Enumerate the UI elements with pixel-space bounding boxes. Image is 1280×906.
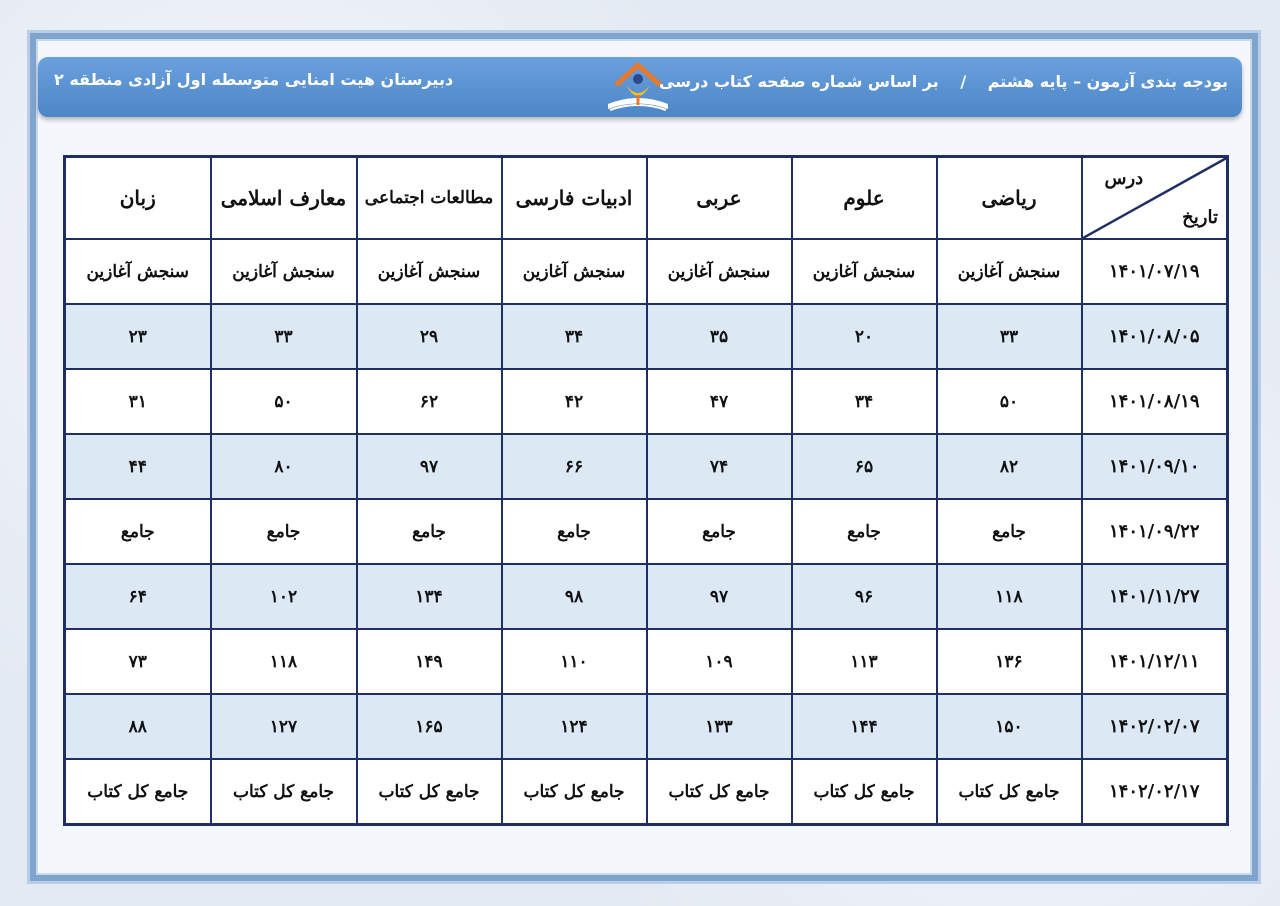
page-cell: جامع کل کتاب: [65, 759, 211, 825]
page-cell: ۱۰۹: [647, 629, 792, 694]
date-cell: ۱۴۰۲/۰۲/۰۷: [1082, 694, 1228, 759]
page-cell: ۳۵: [647, 304, 792, 369]
page-cell: جامع: [647, 499, 792, 564]
page-cell: جامع: [211, 499, 357, 564]
page-cell: ۱۰۲: [211, 564, 357, 629]
header-subtitle: بر اساس شماره صفحه کتاب درسی: [659, 72, 939, 91]
page-cell: ۹۶: [792, 564, 937, 629]
header-title-group: [659, 57, 1228, 117]
page-cell: ۲۰: [792, 304, 937, 369]
page-cell: ۳۱: [65, 369, 211, 434]
page-cell: جامع کل کتاب: [357, 759, 502, 825]
subject-header: معارف اسلامی: [211, 157, 357, 240]
page-cell: سنجش آغازین: [357, 239, 502, 304]
page-cell: ۹۷: [647, 564, 792, 629]
page-cell: ۱۳۶: [937, 629, 1082, 694]
date-cell: ۱۴۰۱/۰۸/۱۹: [1082, 369, 1228, 434]
date-cell: ۱۴۰۱/۰۸/۰۵: [1082, 304, 1228, 369]
table-row: [65, 369, 1228, 434]
page-cell: ۲۳: [65, 304, 211, 369]
date-cell: ۱۴۰۲/۰۲/۱۷: [1082, 759, 1228, 825]
table-header-row: [65, 157, 1228, 240]
table-row: [65, 304, 1228, 369]
page-cell: ۶۵: [792, 434, 937, 499]
date-cell: ۱۴۰۱/۰۹/۱۰: [1082, 434, 1228, 499]
page-cell: ۴۴: [65, 434, 211, 499]
page-cell: ۳۳: [937, 304, 1082, 369]
table-row: [65, 759, 1228, 825]
page-cell: ۶۶: [502, 434, 647, 499]
page-cell: ۱۱۰: [502, 629, 647, 694]
page-cell: ۱۵۰: [937, 694, 1082, 759]
page-cell: ۹۸: [502, 564, 647, 629]
page-cell: ۶۲: [357, 369, 502, 434]
page-cell: ۸۰: [211, 434, 357, 499]
page-cell: ۱۲۷: [211, 694, 357, 759]
table-row: [65, 629, 1228, 694]
page-cell: جامع کل کتاب: [937, 759, 1082, 825]
page-cell: ۱۳۳: [647, 694, 792, 759]
page-cell: سنجش آغازین: [211, 239, 357, 304]
subject-header: ادبیات فارسی: [502, 157, 647, 240]
page-cell: ۴۷: [647, 369, 792, 434]
subject-header: ریاضی: [937, 157, 1082, 240]
page-cell: ۷۳: [65, 629, 211, 694]
corner-subject-label: درس: [1104, 168, 1144, 189]
header-separator: /: [960, 72, 967, 91]
school-name: دبیرستان هیت امنایی متوسطه اول آزادی منطقه ۲: [54, 70, 454, 89]
page-cell: جامع کل کتاب: [502, 759, 647, 825]
corner-date-label: تاریخ: [1182, 207, 1218, 228]
page-cell: ۲۹: [357, 304, 502, 369]
exam-schedule-table: [63, 155, 1229, 826]
page-cell: ۱۱۸: [937, 564, 1082, 629]
corner-header-cell: [1082, 157, 1228, 240]
table-row: [65, 564, 1228, 629]
page-cell: سنجش آغازین: [647, 239, 792, 304]
table-row: [65, 434, 1228, 499]
page-cell: سنجش آغازین: [792, 239, 937, 304]
table-row: [65, 239, 1228, 304]
page-cell: ۱۱۸: [211, 629, 357, 694]
page-cell: ۳۳: [211, 304, 357, 369]
page-cell: ۵۰: [937, 369, 1082, 434]
page-cell: ۷۴: [647, 434, 792, 499]
page-cell: جامع کل کتاب: [647, 759, 792, 825]
page-cell: ۳۴: [502, 304, 647, 369]
page-cell: جامع: [65, 499, 211, 564]
page-cell: ۳۴: [792, 369, 937, 434]
page-cell: ۱۱۳: [792, 629, 937, 694]
page-cell: ۶۴: [65, 564, 211, 629]
header-bar: [38, 57, 1242, 117]
table-row: [65, 694, 1228, 759]
subject-header: عربی: [647, 157, 792, 240]
page-cell: ۱۴۴: [792, 694, 937, 759]
page-cell: جامع: [792, 499, 937, 564]
page-cell: سنجش آغازین: [65, 239, 211, 304]
page-cell: سنجش آغازین: [937, 239, 1082, 304]
subject-header: علوم: [792, 157, 937, 240]
page-cell: جامع: [937, 499, 1082, 564]
page-cell: ۸۸: [65, 694, 211, 759]
school-logo-icon: [592, 57, 684, 117]
page-cell: جامع: [357, 499, 502, 564]
page-cell: سنجش آغازین: [502, 239, 647, 304]
header-title: بودجه بندی آزمون – پایه هشتم: [987, 72, 1228, 91]
page-cell: ۱۲۴: [502, 694, 647, 759]
date-cell: ۱۴۰۱/۱۲/۱۱: [1082, 629, 1228, 694]
page-cell: جامع: [502, 499, 647, 564]
page-cell: جامع کل کتاب: [792, 759, 937, 825]
page-cell: ۵۰: [211, 369, 357, 434]
subject-header: زبان: [65, 157, 211, 240]
page-cell: جامع کل کتاب: [211, 759, 357, 825]
page-cell: ۹۷: [357, 434, 502, 499]
table-body: [65, 239, 1228, 825]
table-row: [65, 499, 1228, 564]
page-cell: ۱۶۵: [357, 694, 502, 759]
subject-header: مطالعات اجتماعی: [357, 157, 502, 240]
date-cell: ۱۴۰۱/۰۷/۱۹: [1082, 239, 1228, 304]
date-cell: ۱۴۰۱/۰۹/۲۲: [1082, 499, 1228, 564]
page-cell: ۱۴۹: [357, 629, 502, 694]
date-cell: ۱۴۰۱/۱۱/۲۷: [1082, 564, 1228, 629]
page-cell: ۴۲: [502, 369, 647, 434]
page-cell: ۱۳۴: [357, 564, 502, 629]
page-cell: ۸۲: [937, 434, 1082, 499]
